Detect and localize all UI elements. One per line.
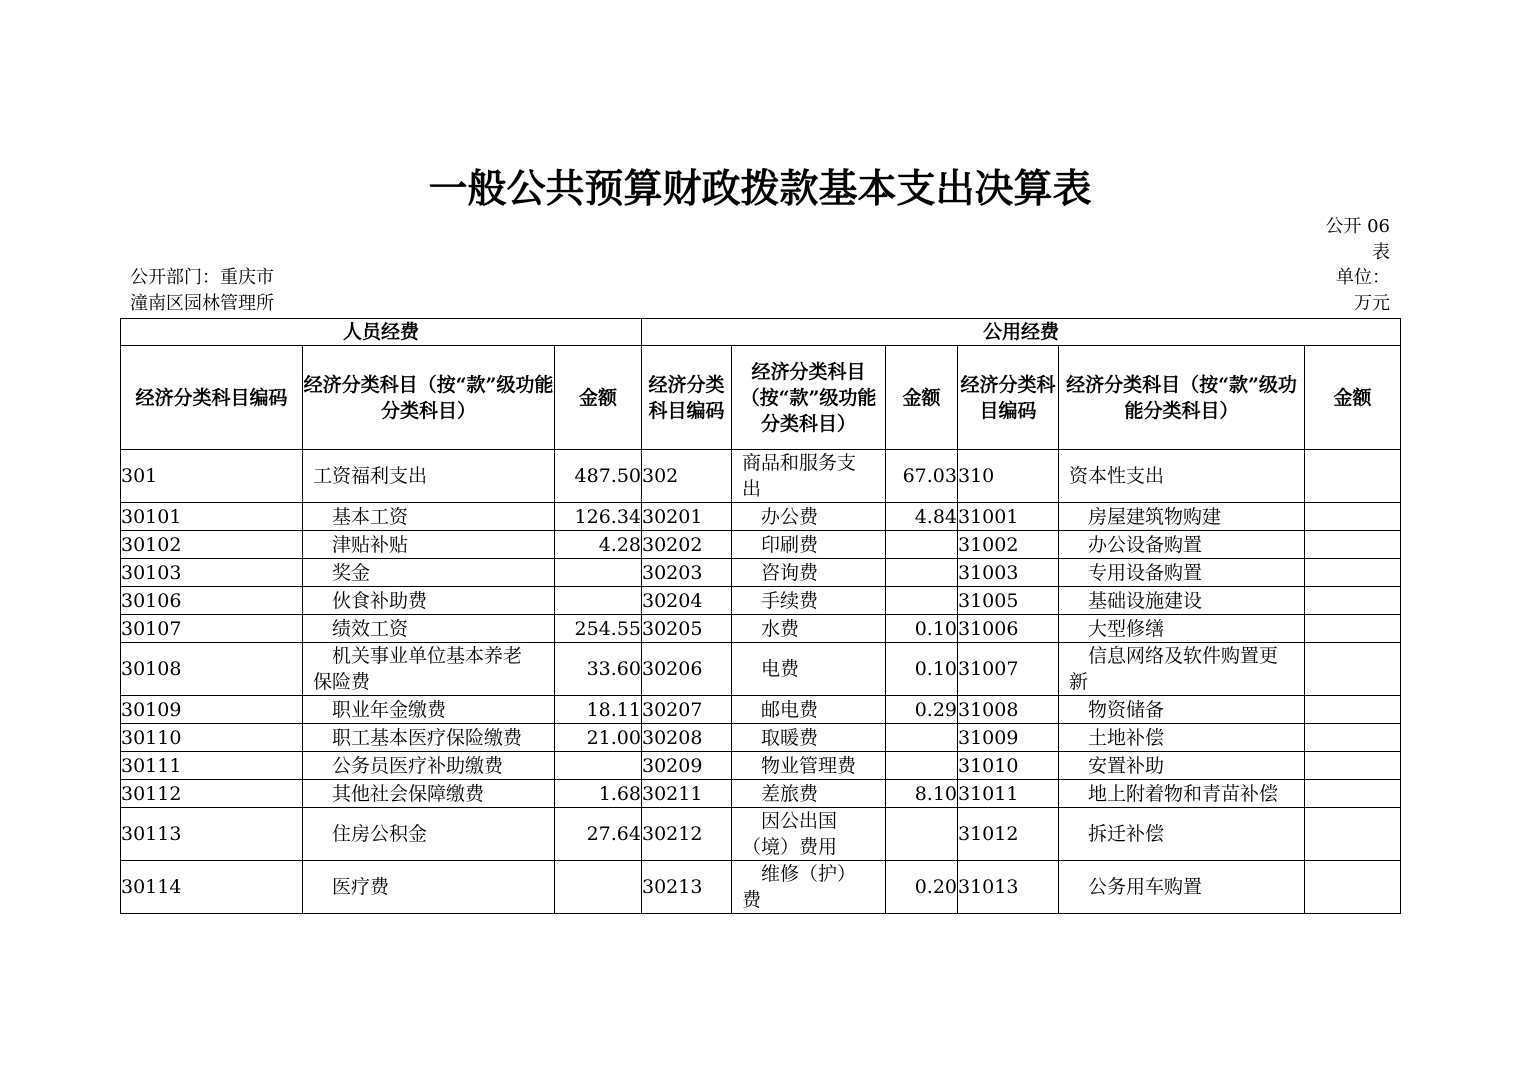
goods-code-cell: 30209 bbox=[642, 752, 732, 780]
table-row bbox=[121, 587, 1401, 615]
capital-code-cell: 31002 bbox=[958, 531, 1059, 559]
goods-amount-cell: 0.29 bbox=[886, 696, 958, 724]
capital-name-cell: 专用设备购置 bbox=[1059, 559, 1305, 587]
capital-amount-cell bbox=[1305, 696, 1401, 724]
capital-name-cell: 地上附着物和青苗补偿 bbox=[1059, 780, 1305, 808]
capital-amount-cell bbox=[1305, 450, 1401, 503]
unit-label: 单位：万元 bbox=[1336, 267, 1390, 314]
capital-amount-cell bbox=[1305, 780, 1401, 808]
goods-name-cell: 印刷费 bbox=[732, 531, 886, 559]
table-row bbox=[121, 450, 1401, 503]
goods-name-cell: 维修（护）费 bbox=[732, 861, 886, 914]
personnel-amount-cell bbox=[555, 587, 642, 615]
personnel-name-cell: 工资福利支出 bbox=[303, 450, 555, 503]
capital-name-header: 经济分类科目（按“款”级功能分类科目） bbox=[1059, 346, 1305, 450]
personnel-amount-cell: 126.34 bbox=[555, 503, 642, 531]
goods-code-cell: 30205 bbox=[642, 615, 732, 643]
goods-code-cell: 302 bbox=[642, 450, 732, 503]
personnel-code-cell: 30114 bbox=[121, 861, 303, 914]
capital-code-cell: 31012 bbox=[958, 808, 1059, 861]
table-row bbox=[121, 861, 1401, 914]
table-row bbox=[121, 531, 1401, 559]
personnel-amount-cell: 487.50 bbox=[555, 450, 642, 503]
goods-code-cell: 30212 bbox=[642, 808, 732, 861]
capital-code-cell: 31007 bbox=[958, 643, 1059, 696]
goods-name-cell: 物业管理费 bbox=[732, 752, 886, 780]
capital-name-cell: 资本性支出 bbox=[1059, 450, 1305, 503]
table-row bbox=[121, 724, 1401, 752]
goods-amount-cell: 0.10 bbox=[886, 615, 958, 643]
group-header-row bbox=[121, 319, 1401, 346]
goods-code-header: 经济分类科目编码 bbox=[642, 346, 732, 450]
personnel-amount-cell: 18.11 bbox=[555, 696, 642, 724]
personnel-name-cell: 机关事业单位基本养老保险费 bbox=[303, 643, 555, 696]
capital-amount-cell bbox=[1305, 503, 1401, 531]
personnel-code-header: 经济分类科目编码 bbox=[121, 346, 303, 450]
goods-amount-cell: 8.10 bbox=[886, 780, 958, 808]
capital-code-cell: 31009 bbox=[958, 724, 1059, 752]
column-header-row bbox=[121, 346, 1401, 450]
goods-name-cell: 邮电费 bbox=[732, 696, 886, 724]
capital-amount-cell bbox=[1305, 531, 1401, 559]
goods-code-cell: 30211 bbox=[642, 780, 732, 808]
goods-name-cell: 差旅费 bbox=[732, 780, 886, 808]
capital-name-cell: 安置补助 bbox=[1059, 752, 1305, 780]
personnel-code-cell: 30102 bbox=[121, 531, 303, 559]
goods-name-cell: 因公出国（境）费用 bbox=[732, 808, 886, 861]
goods-name-cell: 电费 bbox=[732, 643, 886, 696]
personnel-code-cell: 30113 bbox=[121, 808, 303, 861]
capital-code-cell: 310 bbox=[958, 450, 1059, 503]
table-row bbox=[121, 615, 1401, 643]
capital-amount-header: 金额 bbox=[1305, 346, 1401, 450]
personnel-amount-cell: 254.55 bbox=[555, 615, 642, 643]
personnel-name-cell: 绩效工资 bbox=[303, 615, 555, 643]
goods-code-cell: 30206 bbox=[642, 643, 732, 696]
personnel-amount-cell bbox=[555, 752, 642, 780]
capital-amount-cell bbox=[1305, 643, 1401, 696]
capital-code-cell: 31008 bbox=[958, 696, 1059, 724]
basic-expenditure-table bbox=[120, 318, 1401, 914]
table-number: 公开 06 表 bbox=[1325, 216, 1390, 263]
goods-amount-cell: 0.10 bbox=[886, 643, 958, 696]
personnel-name-cell: 津贴补贴 bbox=[303, 531, 555, 559]
capital-name-cell: 基础设施建设 bbox=[1059, 587, 1305, 615]
goods-code-cell: 30213 bbox=[642, 861, 732, 914]
goods-name-cell: 商品和服务支出 bbox=[732, 450, 886, 503]
goods-name-cell: 办公费 bbox=[732, 503, 886, 531]
goods-amount-cell: 0.20 bbox=[886, 861, 958, 914]
capital-amount-cell bbox=[1305, 559, 1401, 587]
capital-name-cell: 办公设备购置 bbox=[1059, 531, 1305, 559]
personnel-amount-cell: 27.64 bbox=[555, 808, 642, 861]
capital-code-cell: 31001 bbox=[958, 503, 1059, 531]
personnel-amount-cell: 4.28 bbox=[555, 531, 642, 559]
capital-name-cell: 拆迁补偿 bbox=[1059, 808, 1305, 861]
personnel-code-cell: 30111 bbox=[121, 752, 303, 780]
goods-amount-header: 金额 bbox=[886, 346, 958, 450]
capital-name-cell: 信息网络及软件购置更新 bbox=[1059, 643, 1305, 696]
personnel-name-header: 经济分类科目（按“款”级功能分类科目） bbox=[303, 346, 555, 450]
table-row bbox=[121, 780, 1401, 808]
personnel-group-header: 人员经费 bbox=[121, 319, 642, 346]
table-row bbox=[121, 696, 1401, 724]
goods-code-cell: 30201 bbox=[642, 503, 732, 531]
capital-amount-cell bbox=[1305, 808, 1401, 861]
capital-amount-cell bbox=[1305, 587, 1401, 615]
capital-code-cell: 31003 bbox=[958, 559, 1059, 587]
goods-amount-cell bbox=[886, 724, 958, 752]
personnel-name-cell: 公务员医疗补助缴费 bbox=[303, 752, 555, 780]
table-row bbox=[121, 559, 1401, 587]
goods-code-cell: 30202 bbox=[642, 531, 732, 559]
goods-name-cell: 咨询费 bbox=[732, 559, 886, 587]
personnel-name-cell: 奖金 bbox=[303, 559, 555, 587]
personnel-name-cell: 职工基本医疗保险缴费 bbox=[303, 724, 555, 752]
goods-code-cell: 30204 bbox=[642, 587, 732, 615]
goods-name-cell: 水费 bbox=[732, 615, 886, 643]
personnel-code-cell: 30107 bbox=[121, 615, 303, 643]
public-group-header: 公用经费 bbox=[642, 319, 1401, 346]
capital-code-cell: 31006 bbox=[958, 615, 1059, 643]
table-row bbox=[121, 503, 1401, 531]
capital-name-cell: 公务用车购置 bbox=[1059, 861, 1305, 914]
personnel-amount-cell bbox=[555, 861, 642, 914]
personnel-code-cell: 30103 bbox=[121, 559, 303, 587]
personnel-code-cell: 301 bbox=[121, 450, 303, 503]
capital-name-cell: 大型修缮 bbox=[1059, 615, 1305, 643]
capital-amount-cell bbox=[1305, 752, 1401, 780]
goods-name-cell: 取暖费 bbox=[732, 724, 886, 752]
department-label: 公开部门：重庆市潼南区园林管理所 bbox=[130, 267, 274, 314]
personnel-amount-header: 金额 bbox=[555, 346, 642, 450]
table-body bbox=[121, 450, 1401, 914]
goods-amount-cell bbox=[886, 559, 958, 587]
capital-name-cell: 房屋建筑物购建 bbox=[1059, 503, 1305, 531]
personnel-name-cell: 医疗费 bbox=[303, 861, 555, 914]
goods-amount-cell: 4.84 bbox=[886, 503, 958, 531]
personnel-amount-cell: 21.00 bbox=[555, 724, 642, 752]
goods-amount-cell bbox=[886, 587, 958, 615]
capital-code-cell: 31013 bbox=[958, 861, 1059, 914]
personnel-name-cell: 伙食补助费 bbox=[303, 587, 555, 615]
table-row bbox=[121, 643, 1401, 696]
personnel-name-cell: 住房公积金 bbox=[303, 808, 555, 861]
personnel-name-cell: 其他社会保障缴费 bbox=[303, 780, 555, 808]
personnel-amount-cell bbox=[555, 559, 642, 587]
personnel-code-cell: 30109 bbox=[121, 696, 303, 724]
table-row bbox=[121, 808, 1401, 861]
personnel-amount-cell: 1.68 bbox=[555, 780, 642, 808]
personnel-code-cell: 30108 bbox=[121, 643, 303, 696]
capital-amount-cell bbox=[1305, 615, 1401, 643]
capital-code-cell: 31005 bbox=[958, 587, 1059, 615]
personnel-code-cell: 30112 bbox=[121, 780, 303, 808]
capital-code-cell: 31010 bbox=[958, 752, 1059, 780]
goods-code-cell: 30203 bbox=[642, 559, 732, 587]
capital-name-cell: 物资储备 bbox=[1059, 696, 1305, 724]
capital-amount-cell bbox=[1305, 724, 1401, 752]
goods-amount-cell: 67.03 bbox=[886, 450, 958, 503]
personnel-code-cell: 30110 bbox=[121, 724, 303, 752]
capital-code-cell: 31011 bbox=[958, 780, 1059, 808]
goods-name-header: 经济分类科目（按“款”级功能分类科目） bbox=[732, 346, 886, 450]
capital-amount-cell bbox=[1305, 861, 1401, 914]
goods-amount-cell bbox=[886, 531, 958, 559]
goods-code-cell: 30208 bbox=[642, 724, 732, 752]
goods-name-cell: 手续费 bbox=[732, 587, 886, 615]
goods-code-cell: 30207 bbox=[642, 696, 732, 724]
capital-code-header: 经济分类科目编码 bbox=[958, 346, 1059, 450]
personnel-code-cell: 30101 bbox=[121, 503, 303, 531]
personnel-code-cell: 30106 bbox=[121, 587, 303, 615]
personnel-name-cell: 基本工资 bbox=[303, 503, 555, 531]
table-row bbox=[121, 752, 1401, 780]
personnel-name-cell: 职业年金缴费 bbox=[303, 696, 555, 724]
capital-name-cell: 土地补偿 bbox=[1059, 724, 1305, 752]
page-title: 一般公共预算财政拨款基本支出决算表 bbox=[428, 167, 1092, 212]
goods-amount-cell bbox=[886, 752, 958, 780]
goods-amount-cell bbox=[886, 808, 958, 861]
personnel-amount-cell: 33.60 bbox=[555, 643, 642, 696]
